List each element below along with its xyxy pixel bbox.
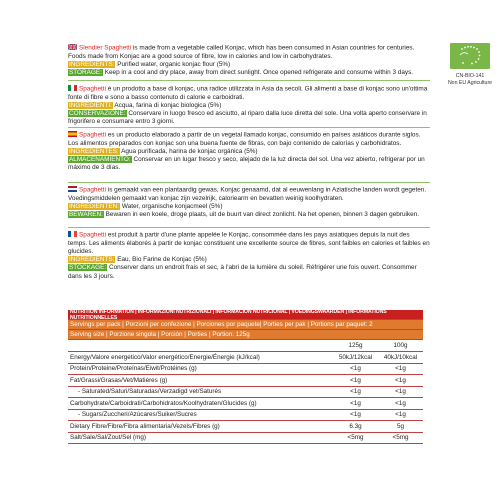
- product-name: Spaghetti: [79, 131, 107, 139]
- storage-text: Conservar en un lugar fresco y seco, alejado de la luz directa del sol. Una vez abierto, refrigerar por un máximo de 3 días.: [68, 156, 425, 172]
- storage-label: CONSERVAZIONE:: [69, 110, 126, 118]
- ingredients-text: Agua purificada, harina de konjac orgánica (5%): [119, 147, 258, 155]
- value-per-100g: <1g: [395, 399, 406, 407]
- lang-block-es: [68, 131, 430, 173]
- value-per-125g: 6.3g: [349, 422, 362, 430]
- table-row: [68, 364, 423, 376]
- table-row: [68, 352, 423, 364]
- ingredients-label: INGREDIENTS:: [69, 60, 115, 68]
- nutrient-label: Dietary Fibre/Fibre/Fibra alimentaria/Vezels/Fibres (g): [70, 422, 220, 430]
- col-100g: 100g: [393, 342, 408, 349]
- description: es un producto elaborado a partir de un vegetal llamado konjac, consumido en países asiáticos durante siglos. Los alimentos preparados con konjac son una buena fuente de fibras, con bajo contenido de calorías y carbohidratos.: [68, 131, 421, 147]
- ingredients-label: INGREDIËNTEN:: [69, 202, 120, 210]
- ingredients-label: INGRÉDIENTS:: [69, 256, 115, 264]
- description: is gemaakt van een plantaardig gewas, Konjac genaamd, dat al eeuwenlang in Aziatische landen wordt gegeten. Voedingsmiddelen gemaakt van konjac zijn vezelrijk, caloriearm en bevatten weinig koolhydraten.: [68, 186, 427, 202]
- value-per-125g: <1g: [350, 388, 361, 396]
- table-row: [68, 410, 423, 422]
- description: is made from a vegetable called Konjac, which has been consumed in Asian countries for centuries. Foods made from Konjac are a good source of fibre, low in calories and low in carbohydrates.: [68, 44, 415, 60]
- ingredients-label: INGREDIENTES:: [69, 147, 119, 155]
- table-row: [68, 421, 423, 433]
- storage-text: Bewaren in een koele, droge plaats, uit de buurt van direct zonlicht. Na het openen, binnen 3 dagen gebruiken.: [103, 211, 419, 219]
- ingredients-text: Acqua, farina di konjac biologica (5%): [112, 101, 222, 109]
- table-row: [68, 398, 423, 410]
- col-125g: 125g: [348, 342, 363, 349]
- nutrient-label: Carbohydrate/Carboidrati/Carbohidratos/Koolhydraten/Glucides (g): [70, 399, 257, 407]
- serving-size-row: [68, 330, 423, 340]
- value-per-100g: <1g: [395, 376, 406, 384]
- value-per-125g: 50kJ/12kcal: [338, 353, 373, 361]
- certification-code: CN-BIO-141: [455, 73, 485, 79]
- uk-flag-icon: [68, 44, 77, 50]
- column-header-row: [68, 340, 423, 352]
- value-per-125g: <5mg: [347, 434, 364, 442]
- lang-block-en: [68, 44, 430, 77]
- nutrition-header: [68, 310, 423, 320]
- value-per-125g: <1g: [350, 365, 361, 373]
- product-name: Spaghetti: [79, 231, 107, 239]
- description: est produit à partir d'une plante appelée le Konjac, consommée dans les pays asiatiques depuis la nuit des temps. Les aliments élaborés à partir de konjac constituent une excellente source de fibres, sont faibles en calories et faibles en glucides.: [68, 231, 430, 255]
- nutrient-label: Energy/Valore energetico/Valor energético/Energie/Énergie (kJ/kcal): [70, 353, 260, 361]
- table-row: [68, 433, 423, 445]
- nutrient-label: Protein/Proteine/Proteínas/Eiwit/Protéines (g): [70, 365, 197, 373]
- lang-block-nl: [68, 186, 430, 219]
- product-name: Slendier Spaghetti: [79, 44, 132, 52]
- nutrient-label: Fat/Grassi/Grasas/Vet/Matières (g): [70, 376, 168, 384]
- nutrition-table: [68, 310, 423, 444]
- value-per-100g: <5mg: [392, 434, 409, 442]
- nutrient-label: - Sugars/Zuccheri/Azúcares/Suiker/Sucres: [78, 411, 197, 419]
- lang-block-fr: [68, 231, 430, 281]
- product-name: Spaghetti: [79, 85, 107, 93]
- ingredients-text: Eau, Bio Farine de Konjac (5%): [115, 256, 207, 264]
- value-per-100g: <1g: [395, 365, 406, 373]
- table-row: [68, 387, 423, 399]
- servings-per-pack-row: [68, 320, 423, 330]
- table-row: [68, 375, 423, 387]
- storage-text: Conserver dans un endroit frais et sec, à l'abri de la lumière du soleil. Réfrigérer une fois ouvert. Consommer dans les 3 jours.: [68, 264, 417, 280]
- description: è un prodotto a base di konjac, una radice utilizzata in Asia da secoli. Gli alimenti a base di konjac sono un'ottima fonte di fibre e sono a basso contenuto di calorie e carboidrati.: [68, 85, 428, 101]
- nutrition-rows: [68, 352, 423, 444]
- storage-text: Conservare in luogo fresco ed asciutto, al riparo dalla luce diretta del sole. Una volta aperto conservare in frigorifero e consumare entro 3 giorni.: [68, 110, 427, 126]
- value-per-100g: 5g: [396, 422, 404, 430]
- divider: [68, 182, 430, 183]
- france-flag-icon: [68, 231, 77, 237]
- storage-text: Keep in a cool and dry place, away from direct sunlight. Once opened refrigerate and consume within 3 days.: [102, 69, 414, 77]
- storage-label: STORAGE:: [69, 69, 102, 77]
- value-per-125g: <1g: [350, 399, 361, 407]
- nutrient-label: - Saturated/Saturi/Saturadas/Verzadigd vet/Saturés: [78, 388, 222, 396]
- spain-flag-icon: [68, 131, 77, 137]
- nutrient-label: Salt/Sale/Sal/Zout/Sel (mg): [70, 434, 146, 442]
- eu-organic-leaf-icon: [450, 43, 490, 69]
- nutrition-header-text: NUTRITION INFORMATION | INFORMAZIONI NUTRIZIONALI | INFORMACIÓN NUTRICIONAL | VOEDINGSWAARDEN | INFORMATIONS NUTRITIONNELLES: [70, 308, 387, 321]
- value-per-125g: <1g: [350, 376, 361, 384]
- value-per-100g: <1g: [395, 411, 406, 419]
- divider: [68, 227, 430, 228]
- ingredients-text: Purified water, organic konjac flour (5%): [115, 60, 231, 68]
- storage-label: STOCKAGE:: [69, 264, 107, 272]
- serving-size: Serving size | Porzione singola | Porción | Porties | Portion: 125g: [70, 331, 250, 338]
- lang-block-it: [68, 85, 430, 127]
- netherlands-flag-icon: [68, 186, 77, 192]
- value-per-100g: 40kJ/10kcal: [383, 353, 418, 361]
- ingredients-label: INGREDIENTI:: [69, 101, 112, 109]
- divider: [68, 80, 430, 81]
- servings-per-pack: Servings per pack | Porzioni per confezione | Porciones por paquete| Porties per pak | Portions par paquet: 2: [70, 321, 373, 328]
- value-per-125g: <1g: [350, 411, 361, 419]
- divider: [68, 127, 430, 128]
- certification-origin: Non EU Agriculture: [447, 80, 493, 86]
- italy-flag-icon: [68, 85, 77, 91]
- product-name: Spaghetti: [79, 186, 107, 194]
- ingredients-text: Water, organische konjacmeel (5%): [120, 202, 223, 210]
- value-per-100g: <1g: [395, 388, 406, 396]
- storage-label: BEWAREN:: [69, 211, 103, 219]
- storage-label: ALMACENAMIENTO:: [69, 156, 131, 164]
